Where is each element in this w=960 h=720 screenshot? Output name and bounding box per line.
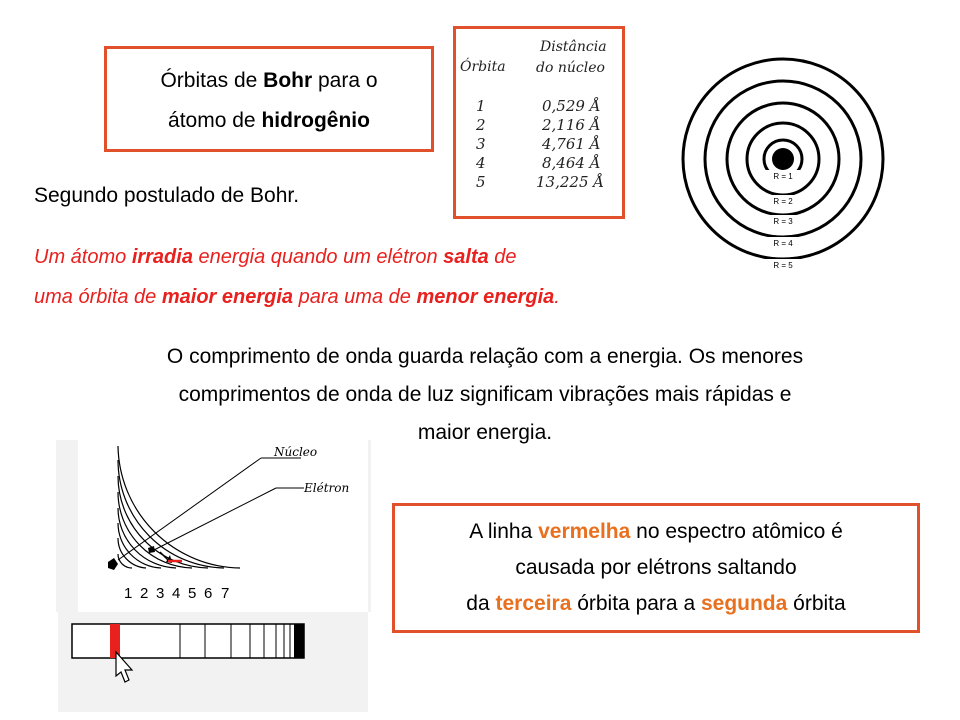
note-line-2: causada por elétrons saltando bbox=[515, 556, 797, 579]
title-box bbox=[104, 46, 434, 152]
jump-orbit-number-3: 3 bbox=[156, 585, 165, 602]
table-header-orbit: Órbita bbox=[460, 59, 506, 75]
note-box bbox=[392, 503, 920, 633]
title-line-1: Órbitas de Bohr para o bbox=[160, 69, 378, 92]
orbit-distance-table-graphic bbox=[456, 29, 622, 216]
table-distance-5: 13,225 Å bbox=[536, 173, 605, 191]
spectrum-bar bbox=[72, 624, 304, 658]
orbit-label-3: R = 3 bbox=[773, 217, 793, 226]
spectrum-strip bbox=[58, 612, 368, 712]
table-orbit-4: 4 bbox=[476, 154, 486, 172]
note-line-3: da terceira órbita para a segunda órbita bbox=[466, 592, 846, 615]
orbit-label-2: R = 2 bbox=[773, 197, 793, 206]
wavelength-paragraph: O comprimento de onda guarda relação com a energia. Os menores comprimentos de onda de luz significam vibrações mais rápidas e maior energia. bbox=[166, 345, 804, 444]
jump-orbit-number-6: 6 bbox=[204, 585, 213, 602]
second-word: segunda bbox=[700, 592, 788, 615]
spectrum-graphic bbox=[58, 612, 368, 712]
table-header-distance: Distância bbox=[540, 39, 607, 55]
table-distance-2: 2,116 Å bbox=[542, 116, 601, 134]
table-distance-3: 4,761 Å bbox=[542, 135, 601, 153]
orbit-label-1: R = 1 bbox=[773, 172, 793, 181]
red-word: vermelha bbox=[538, 520, 631, 543]
hydrogen-word: hidrogênio bbox=[261, 109, 370, 132]
red-spectral-line bbox=[110, 624, 120, 658]
jump-orbit-number-7: 7 bbox=[221, 585, 230, 602]
jump-orbit-number-1: 1 bbox=[124, 585, 133, 602]
postulate-heading: Segundo postulado de Bohr. bbox=[34, 184, 300, 207]
third-word: terceira bbox=[495, 592, 572, 615]
title-line-2: átomo de hidrogênio bbox=[168, 109, 370, 132]
electron-jump-diagram bbox=[56, 440, 371, 612]
postulate-line-2: uma órbita de maior energia para uma de menor energia. bbox=[34, 286, 560, 308]
bohr-word: Bohr bbox=[263, 69, 313, 92]
orbit-label-4: R = 4 bbox=[773, 239, 793, 248]
table-orbit-3: 3 bbox=[476, 135, 486, 153]
table-orbit-1: 1 bbox=[476, 97, 486, 115]
orbit-label-5: R = 5 bbox=[773, 261, 793, 270]
nucleus-dot bbox=[772, 148, 794, 170]
electron-label: Elétron bbox=[304, 481, 350, 495]
table-distance-1: 0,529 Å bbox=[542, 97, 601, 115]
postulate-line-1: Um átomo irradia energia quando um elétron salta de bbox=[34, 246, 517, 268]
electron-jump-graphic bbox=[56, 440, 371, 612]
orbit-distance-table bbox=[453, 26, 625, 219]
table-header-from-nucleus: do núcleo bbox=[536, 60, 605, 76]
nucleus-label: Núcleo bbox=[274, 445, 318, 459]
table-orbit-2: 2 bbox=[476, 116, 486, 134]
jump-orbit-number-2: 2 bbox=[140, 585, 149, 602]
jump-orbit-number-5: 5 bbox=[188, 585, 197, 602]
table-distance-4: 8,464 Å bbox=[542, 154, 601, 172]
note-line-1: A linha vermelha no espectro atômico é bbox=[469, 520, 843, 543]
jump-orbit-number-4: 4 bbox=[172, 585, 181, 602]
postulate-text bbox=[34, 237, 794, 317]
table-orbit-5: 5 bbox=[476, 173, 486, 191]
